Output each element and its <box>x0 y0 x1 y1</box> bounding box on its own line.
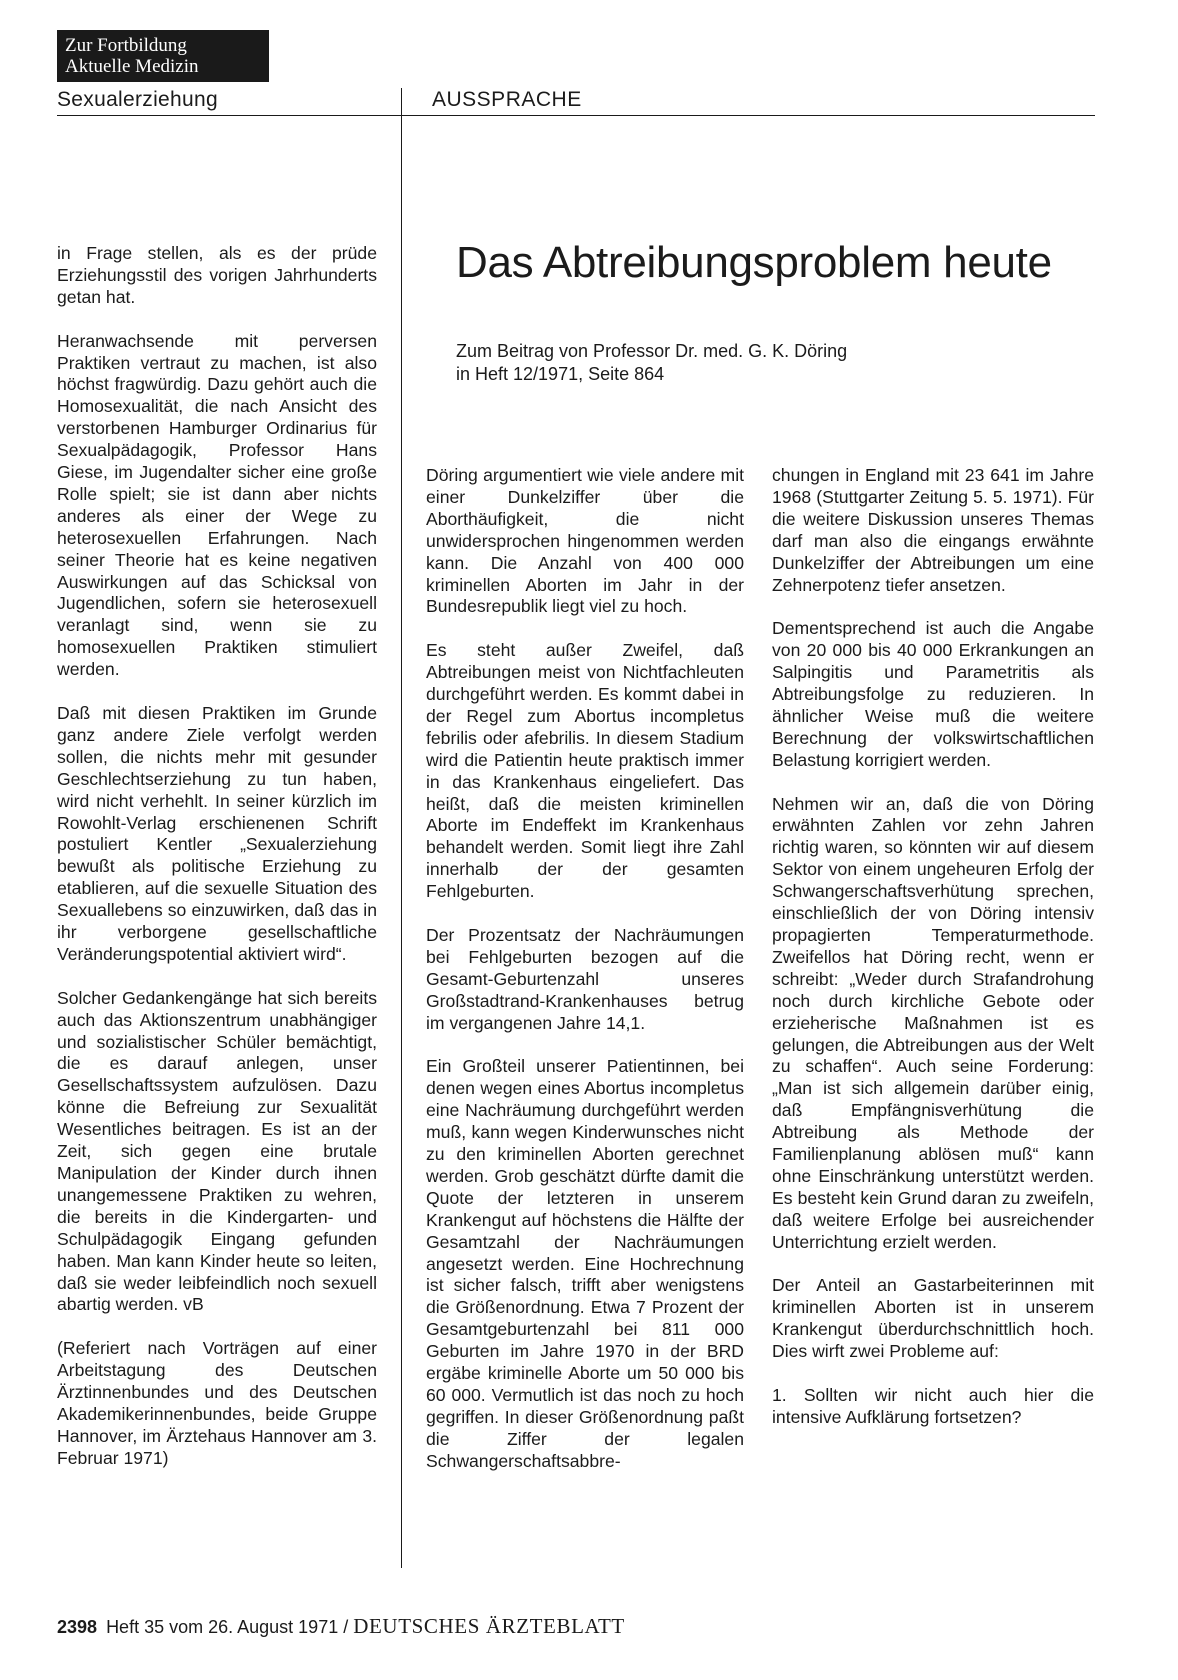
paragraph: Solcher Gedankengänge hat sich bereits auch das Aktionszentrum unabhängiger und sozialistischer Schüler bemächtigt, die es darauf anlegen, unser Gesellschaftssystem aufzulösen. Dazu könne die Befreiung zur Sexualität Wesentliches beitragen. Es ist an der Zeit, sich gegen eine brutale Manipulation der Kinder durch ihnen unangemessene Praktiken zu wehren, die bereits in die Kindergarten- und Schulpädagogik Eingang gefunden haben. Man kann Kinder heute so leiten, daß sie weder leibfeindlich noch sexuell abartig werden. vB <box>57 987 377 1315</box>
right-column <box>772 465 1094 1451</box>
header-rule <box>57 115 1095 116</box>
paragraph: Daß mit diesen Praktiken im Grunde ganz andere Ziele verfolgt werden sollen, die nichts mehr mit gesunder Geschlechtserziehung zu tun haben, wird nicht verhehlt. In seiner kürzlich im Rowohlt-Verlag erschienenen Schrift postuliert Kentler „Sexualerziehung bewußt als politische Erziehung zu etablieren, auf die sexuelle Situation des Sexuallebens so einzuwirken, daß das in ihr verborgene gesellschaftliche Veränderungspotential aktiviert wird“. <box>57 703 377 964</box>
subtitle-line-1: Zum Beitrag von Professor Dr. med. G. K. Döring <box>456 341 848 361</box>
paragraph: in Frage stellen, als es der prüde Erziehungsstil des vorigen Jahrhunderts getan hat. <box>57 243 377 307</box>
middle-column <box>426 465 744 1495</box>
paragraph: Ein Großteil unserer Patientinnen, bei denen wegen eines Abortus incompletus eine Nachräumung durchgeführt werden muß, kann wegen Kinderwunsches nicht zu den kriminellen Aborten gerechnet werden. Grob geschätzt dürfte damit die Quote der letzteren in unserem Krankengut auf höchstens die Hälfte der Gesamtzahl der Nachräumungen angesetzt werden. Eine Hochrechnung ist sicher falsch, trifft aber wenigstens die Größenordnung. Etwa 7 Prozent der Gesamtgeburtenzahl bei 811 000 Geburten im Jahre 1970 in der BRD ergäbe kriminelle Aborte um 50 000 bis 60 000. Vermutlich ist das noch zu hoch gegriffen. In dieser Größenordnung paßt die Ziffer der legalen Schwangerschaftsabbre- <box>426 1056 744 1471</box>
paragraph: Der Anteil an Gastarbeiterinnen mit kriminellen Aborten ist in unserem Krankengut überdurchschnittlich hoch. Dies wirft zwei Probleme auf: <box>772 1275 1094 1362</box>
page-footer <box>57 1614 625 1639</box>
section-label-left: Sexualerziehung <box>57 88 218 111</box>
paragraph: (Referiert nach Vorträgen auf einer Arbeitstagung des Deutschen Ärztinnenbundes und des Deutschen Akademikerinnenbundes, beide Gruppe Hannover, im Ärztehaus Hannover am 3. Februar 1971) <box>57 1338 377 1468</box>
paragraph: Heranwachsende mit perversen Praktiken vertraut zu machen, ist also höchst fragwürdig. Dazu gehört auch die Homosexualität, die nach Ansicht des verstorbenen Hamburger Ordinarius für Sexualpädagogik, Professor Hans Giese, im Jugendalter sicher eine große Rolle spielt; sie ist dann aber nichts anderes als einer der Wege zu heterosexuellen Erfahrungen. Nach seiner Theorie hat es keine negativen Auswirkungen auf das Schicksal von Jugendlichen, sofern sie heterosexuell veranlagt sind, wenn sie zu homosexuellen Praktiken stimuliert werden. <box>57 330 377 680</box>
paragraph: Döring argumentiert wie viele andere mit einer Dunkelziffer über die Aborthäufigkeit, die nicht unwidersprochen hingenommen werden kann. Die Anzahl von 400 000 kriminellen Aborten im Jahr in der Bundesrepublik liegt viel zu hoch. <box>426 465 744 617</box>
left-column <box>57 243 377 1492</box>
paragraph: 1. Sollten wir nicht auch hier die intensive Aufklärung fortsetzen? <box>772 1385 1094 1427</box>
journal-name: DEUTSCHES ÄRZTEBLATT <box>353 1614 625 1638</box>
article-title: Das Abtreibungsproblem heute <box>456 238 1052 287</box>
paragraph: Der Prozentsatz der Nachräumungen bei Fehlgeburten bezogen auf die Gesamt-Geburtenzahl unseres Großstadtrand-Krankenhauses betrug im vergangenen Jahre 14,1. <box>426 925 744 1033</box>
issue-info: Heft 35 vom 26. August 1971 / <box>106 1617 354 1637</box>
rubric-line-1: Zur Fortbildung <box>65 35 187 56</box>
page-number: 2398 <box>57 1617 98 1637</box>
column-divider <box>401 88 402 1568</box>
paragraph: chungen in England mit 23 641 im Jahre 1968 (Stuttgarter Zeitung 5. 5. 1971). Für die weitere Diskussion unseres Themas darf man also die eingangs erwähnte Dunkelziffer der Abtreibungen um eine Zehnerpotenz tiefer ansetzen. <box>772 465 1094 595</box>
paragraph: Es steht außer Zweifel, daß Abtreibungen meist von Nichtfachleuten durchgeführt werden. Es kommt dabei in der Regel zum Abortus incompletus febrilis oder afebrilis. In diesem Stadium wird die Patientin heute praktisch immer in das Krankenhaus eingeliefert. Das heißt, daß die meisten kriminellen Aborte im Endeffekt im Krankenhaus behandelt werden. Somit liegt ihre Zahl innerhalb der der gesamten Fehlgeburten. <box>426 640 744 902</box>
subtitle-line-2: in Heft 12/1971, Seite 864 <box>456 364 665 384</box>
rubric-line-2: Aktuelle Medizin <box>65 56 199 77</box>
paragraph: Dementsprechend ist auch die Angabe von 20 000 bis 40 000 Erkrankungen an Salpingitis und Parametritis als Abtreibungsfolge zu reduzieren. In ähnlicher Weise muß die weitere Berechnung der volkswirtschaftlichen Belastung korrigiert werden. <box>772 618 1094 770</box>
section-label-right: AUSSPRACHE <box>432 88 582 111</box>
article-subtitle <box>456 340 847 386</box>
paragraph: Nehmen wir an, daß die von Döring erwähnten Zahlen vor zehn Jahren richtig waren, so könnten wir auf diesem Sektor von einem ungeheuren Erfolg der Schwangerschaftsverhütung sprechen, einschließlich der von Döring intensiv propagierten Temperaturmethode. Zweifellos hat Döring recht, wenn er schreibt: „Weder durch Strafandrohung noch durch kirchliche Gebote oder erzieherische Maßnahmen ist es gelungen, die Abtreibungen aus der Welt zu schaffen“. Auch seine Forderung: „Man ist sich allgemein darüber einig, daß Empfängnisverhütung die Abtreibung als Methode der Familienplanung ablösen muß“ kann ohne Einschränkung unterstützt werden. Es besteht kein Grund daran zu zweifeln, daß weitere Erfolge bei ausreichender Unterrichtung erzielt werden. <box>772 793 1094 1252</box>
rubric-badge <box>57 30 269 82</box>
